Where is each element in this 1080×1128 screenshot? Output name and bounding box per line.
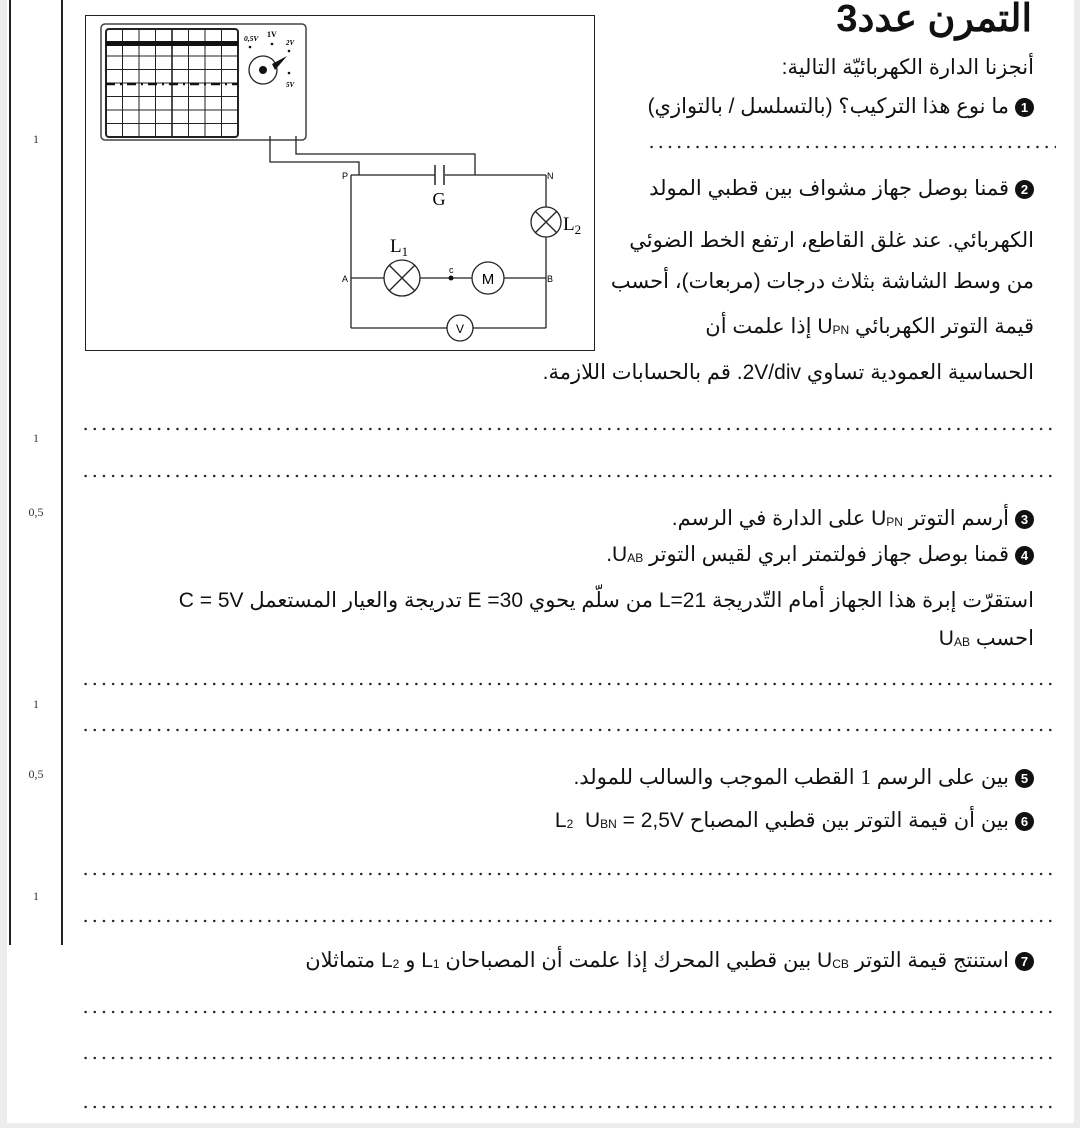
question-4-line-1: 4قمنا بوصل جهاز فولتمتر ابري لقيس التوتر $U_{AB}$. xyxy=(606,544,1034,565)
lamp-l1-label: $L_1$ xyxy=(390,236,409,259)
exercise-intro: أنجزنا الدارة الكهربائيّة التالية: xyxy=(781,56,1034,79)
calibre-label-3: 5V xyxy=(286,81,295,89)
node-c-label: c xyxy=(449,265,454,275)
node-c xyxy=(449,276,454,281)
lamp-l1-ref: $L_1$ xyxy=(421,949,440,972)
question-2-line-4: قيمة التوتر الكهربائي $U_{PN}$ إذا علمت أن xyxy=(705,315,1034,338)
motor-label: M xyxy=(481,271,495,288)
question-number-5: 5 xyxy=(1015,769,1034,788)
grade-q4: 1 xyxy=(33,697,39,711)
question-1-text: ما نوع هذا التركيب؟ (بالتسلسل / بالتوازي) xyxy=(647,95,1009,118)
answer-line-q7-1[interactable] xyxy=(81,1010,1056,1014)
worksheet-page xyxy=(7,0,1074,1123)
answer-line-q1[interactable] xyxy=(647,145,1056,149)
calibre-label-1: 1V xyxy=(267,30,277,39)
question-2-line-5: الحساسية العمودية تساوي 2V/div. قم بالحسابات اللازمة. xyxy=(542,361,1034,384)
calibre-label-0: 0,5V xyxy=(244,34,259,43)
grade-q3: 0,5 xyxy=(28,505,44,519)
answer-line-q2-2[interactable] xyxy=(81,474,1056,478)
voltage-upn: $U_{PN}$ xyxy=(871,507,903,530)
question-4-line-3: احسب $U_{AB}$ xyxy=(938,627,1034,650)
node-p-label: P xyxy=(342,171,349,181)
voltage-upn: $U_{PN}$ xyxy=(817,315,850,338)
voltage-ubn-equation: $U_{BN} = 2,5V$ xyxy=(584,809,684,832)
question-7: 7استنتج قيمة التوتر $U_{CB}$ بين قطبي المحرك إذا علمت أن المصباحان $L_1$ و $L_2$ متماثلان xyxy=(305,950,1034,971)
answer-line-q6-2[interactable] xyxy=(81,919,1056,923)
lamp-l2-ref: $L_2$ xyxy=(380,949,400,972)
oscilloscope-trace xyxy=(106,41,238,46)
question-number-1: 1 xyxy=(1015,98,1034,117)
sensitivity-value: 2V/div xyxy=(742,361,801,384)
node-n-label: N xyxy=(547,171,554,181)
question-number-6: 6 xyxy=(1015,812,1034,831)
lamp-l2-label: $L_2$ xyxy=(563,214,582,237)
grade-q1: 1 xyxy=(33,132,39,146)
grade-q6: 1 xyxy=(33,889,39,903)
grade-q2: 1 xyxy=(33,431,39,445)
margin-line-outer xyxy=(9,0,11,945)
lamp-l2-ref: $L_2$ xyxy=(554,809,574,832)
probe-wire-2 xyxy=(296,136,475,175)
voltage-ucb: $U_{CB}$ xyxy=(817,949,849,972)
question-number-2: 2 xyxy=(1015,180,1034,199)
answer-line-q2-1[interactable] xyxy=(81,427,1056,431)
scale-value: E =30 xyxy=(467,589,524,612)
question-5: 5بين على الرسم 1 القطب الموجب والسالب للمولد. xyxy=(573,767,1034,788)
question-2-line-3: من وسط الشاشة بثلاث درجات (مربعات)، أحسب xyxy=(610,270,1034,293)
question-1 xyxy=(648,96,1034,117)
graduation-value: L=21 xyxy=(658,589,707,612)
question-number-7: 7 xyxy=(1015,952,1034,971)
circuit-diagram xyxy=(86,16,596,352)
answer-line-q4-2[interactable] xyxy=(81,728,1056,732)
calibre-label-2: 2V xyxy=(286,39,295,47)
question-number-4: 4 xyxy=(1015,546,1034,565)
voltmeter-label: V xyxy=(455,322,465,336)
question-6: 6بين أن قيمة التوتر بين قطبي المصباح $L_2$ $U_{BN} = 2,5V$ xyxy=(555,810,1034,831)
node-a-label: A xyxy=(342,274,349,284)
calibre-knob-center xyxy=(259,66,267,74)
calibre-value: C = 5V xyxy=(178,589,244,612)
margin-line-inner xyxy=(61,0,63,945)
generator-label: G xyxy=(432,189,446,209)
grade-q5: 0,5 xyxy=(28,767,44,781)
question-4-line-2: استقرّت إبرة هذا الجهاز أمام التّدريجة L=21 من سلّم يحوي E =30 تدريجة والعيار المستعمل C = 5V xyxy=(178,589,1034,612)
question-2-line-1: 2قمنا بوصل جهاز مشواف بين قطبي المولد xyxy=(649,178,1034,199)
answer-line-q4-1[interactable] xyxy=(81,682,1056,686)
voltage-uab: $U_{AB}$ xyxy=(612,543,644,566)
question-number-3: 3 xyxy=(1015,510,1034,529)
question-2-line-2: الكهربائي. عند غلق القاطع، ارتفع الخط الضوئي xyxy=(629,229,1034,252)
answer-line-q7-2[interactable] xyxy=(81,1056,1056,1060)
voltage-uab: $U_{AB}$ xyxy=(938,627,970,650)
answer-line-q6-1[interactable] xyxy=(81,872,1056,876)
probe-wire-1 xyxy=(270,136,359,175)
calibre-knob-pointer xyxy=(272,56,287,70)
exercise-title: التمرن عدد3 xyxy=(836,0,1032,40)
question-3: 3أرسم التوتر $U_{PN}$ على الدارة في الرسم. xyxy=(672,508,1034,529)
node-b-label: B xyxy=(547,274,554,284)
answer-line-q7-3[interactable] xyxy=(81,1105,1056,1109)
circuit-figure xyxy=(85,15,595,351)
